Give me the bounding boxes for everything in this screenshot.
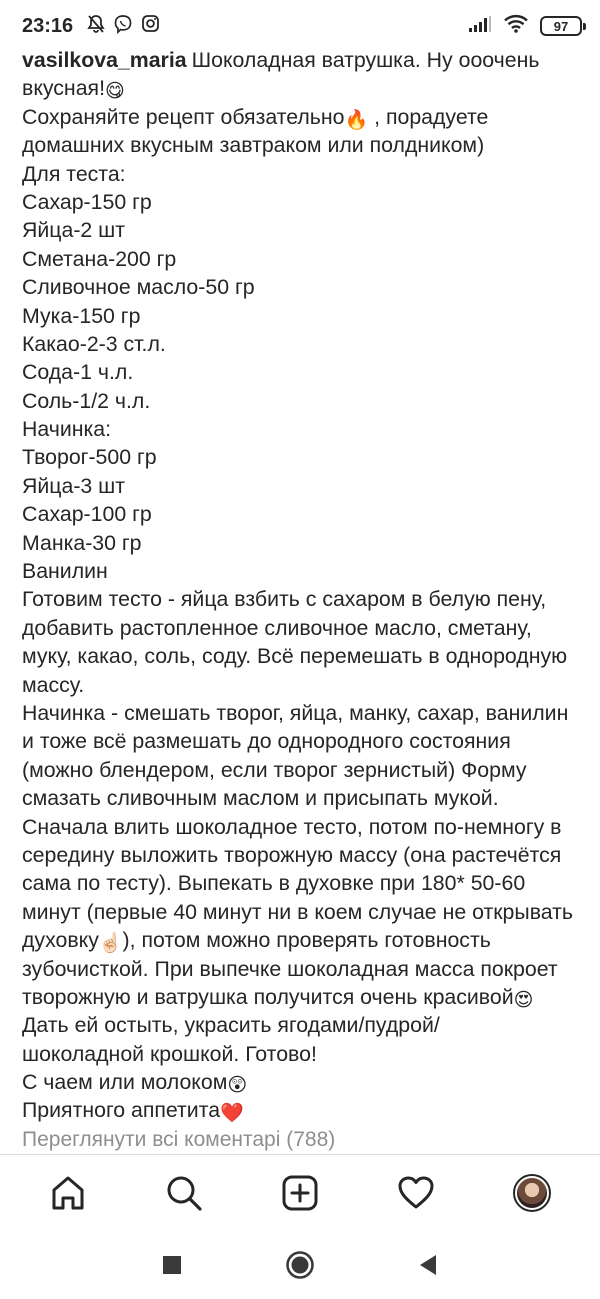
caption-line <box>22 188 587 216</box>
caption-line <box>22 955 587 983</box>
caption-line <box>22 415 587 443</box>
instagram-icon <box>141 14 160 38</box>
caption-text: Для теста: <box>22 161 126 186</box>
battery-icon: 97 <box>540 16 582 36</box>
caption-text: Дать ей остыть, украсить ягодами/пудрой/ <box>22 1013 440 1038</box>
caption-line <box>22 756 587 784</box>
caption-text: (можно блендером, если творог зернистый) Форму <box>22 757 527 782</box>
caption-line <box>22 245 587 273</box>
caption-line <box>22 216 587 244</box>
caption-line <box>22 387 587 415</box>
new-post-tab[interactable] <box>270 1163 330 1223</box>
emoji-icon: 😍 <box>513 989 534 1011</box>
emoji-icon: ☝🏻 <box>98 933 123 955</box>
caption-line <box>22 585 587 613</box>
caption-line <box>22 1068 587 1096</box>
post-username[interactable]: vasilkova_maria <box>22 48 187 72</box>
caption-line <box>22 1096 587 1124</box>
caption-text: Сливочное масло-50 гр <box>22 275 255 300</box>
caption-line <box>22 784 587 812</box>
caption-text: вкусная! <box>22 76 105 101</box>
caption-line <box>22 642 587 670</box>
caption-line <box>22 699 587 727</box>
activity-tab[interactable] <box>386 1163 446 1223</box>
post-caption <box>22 46 587 1125</box>
caption-text: С чаем или молоком <box>22 1070 228 1095</box>
caption-text: Сахар-100 гр <box>22 502 152 527</box>
dnd-off-icon <box>87 14 105 39</box>
caption-line <box>22 74 587 102</box>
caption-line <box>22 614 587 642</box>
search-icon <box>164 1173 204 1213</box>
caption-line <box>22 727 587 755</box>
caption-text: шоколадной крошкой. Готово! <box>22 1041 317 1066</box>
profile-tab[interactable] <box>502 1163 562 1223</box>
caption-line <box>22 983 587 1011</box>
home-icon <box>48 1173 88 1213</box>
caption-line <box>22 671 587 699</box>
caption-line <box>22 358 587 386</box>
caption-line <box>22 273 587 301</box>
search-tab[interactable] <box>154 1163 214 1223</box>
caption-line <box>22 926 587 954</box>
viber-icon <box>113 14 133 39</box>
caption-text: Мука-150 гр <box>22 303 141 328</box>
caption-text: смазать сливочным маслом и присыпать мукой. <box>22 786 499 811</box>
profile-avatar <box>513 1174 551 1212</box>
caption-line <box>22 869 587 897</box>
wifi-icon <box>504 14 528 38</box>
back-triangle-icon <box>418 1254 438 1276</box>
signal-icon <box>468 15 492 38</box>
caption-line <box>22 302 587 330</box>
caption-text: зубочисткой. При выпечке шоколадная масса покроет <box>22 956 558 981</box>
back-button[interactable] <box>408 1245 448 1285</box>
caption-text: Шоколадная ватрушка. Ну ооочень <box>191 48 540 72</box>
caption-line <box>22 529 587 557</box>
home-circle-icon <box>285 1250 315 1280</box>
caption-text: минут (первые 40 минут ни в коем случае не открывать <box>22 899 573 924</box>
caption-text: Творог-500 гр <box>22 445 157 470</box>
caption-line <box>22 46 587 74</box>
caption-text: Приятного аппетита <box>22 1098 221 1123</box>
caption-line <box>22 1040 587 1068</box>
emoji-icon: 😲 <box>227 1075 248 1097</box>
caption-text: сама по тесту). Выпекать в духовке при 180* 50-60 <box>22 871 526 896</box>
caption-line <box>22 557 587 585</box>
caption-text: Манка-30 гр <box>22 530 142 555</box>
caption-line <box>22 898 587 926</box>
caption-text: Готовим тесто - яйца взбить с сахаром в белую пену, <box>22 587 547 612</box>
caption-text: Яйца-3 шт <box>22 473 126 498</box>
activity-heart-icon <box>396 1173 436 1213</box>
caption-text: Какао-2-3 ст.л. <box>22 331 166 356</box>
caption-text: творожную и ватрушка получится очень красивой <box>22 984 514 1009</box>
caption-line <box>22 443 587 471</box>
status-bar <box>0 0 600 52</box>
caption-text: , порадуете <box>368 104 489 129</box>
caption-line <box>22 131 587 159</box>
caption-text: домашних вкусным завтраком или полдником) <box>22 133 485 158</box>
bottom-navigation <box>0 1154 600 1230</box>
caption-text: массу. <box>22 672 85 697</box>
caption-text: муку, какао, соль, соду. Всё перемешать в однородную <box>22 644 568 669</box>
system-navigation-bar <box>0 1230 600 1299</box>
caption-text: и тоже всё размешать до однородного состояния <box>22 729 511 754</box>
caption-line <box>22 841 587 869</box>
view-all-comments-link[interactable]: Переглянути всі коментарі (788) <box>22 1128 336 1151</box>
caption-text: Ванилин <box>22 559 108 584</box>
caption-line <box>22 1011 587 1039</box>
caption-text: Соль-1/2 ч.л. <box>22 388 151 413</box>
new-post-icon <box>280 1173 320 1213</box>
caption-text: духовку <box>22 928 99 953</box>
caption-line <box>22 500 587 528</box>
caption-text: Сметана-200 гр <box>22 246 177 271</box>
caption-text: середину выложить творожную массу (она растечётся <box>22 842 562 867</box>
recents-square-icon <box>162 1255 182 1275</box>
caption-text: Яйца-2 шт <box>22 218 126 243</box>
caption-text: добавить растопленное сливочное масло, сметану, <box>22 615 532 640</box>
caption-line <box>22 330 587 358</box>
caption-text: Начинка - смешать творог, яйца, манку, сахар, ванилин <box>22 700 569 725</box>
home-button[interactable] <box>280 1245 320 1285</box>
emoji-icon: 😋 <box>104 81 125 103</box>
home-tab[interactable] <box>38 1163 98 1223</box>
caption-line <box>22 103 587 131</box>
emoji-icon: ❤️ <box>220 1103 244 1125</box>
emoji-icon: 🔥 <box>344 109 369 131</box>
caption-line <box>22 160 587 188</box>
recents-button[interactable] <box>152 1245 192 1285</box>
caption-text: Сохраняйте рецепт обязательно <box>22 104 345 129</box>
caption-text: Сода-1 ч.л. <box>22 360 134 385</box>
caption-text: Начинка: <box>22 417 112 442</box>
caption-text: Сначала влить шоколадное тесто, потом по-немногу в <box>22 814 562 839</box>
caption-line <box>22 813 587 841</box>
caption-line <box>22 472 587 500</box>
caption-text: Сахар-150 гр <box>22 189 152 214</box>
caption-text: ), потом можно проверять готовность <box>122 928 491 953</box>
status-time: 23:16 <box>22 14 74 37</box>
